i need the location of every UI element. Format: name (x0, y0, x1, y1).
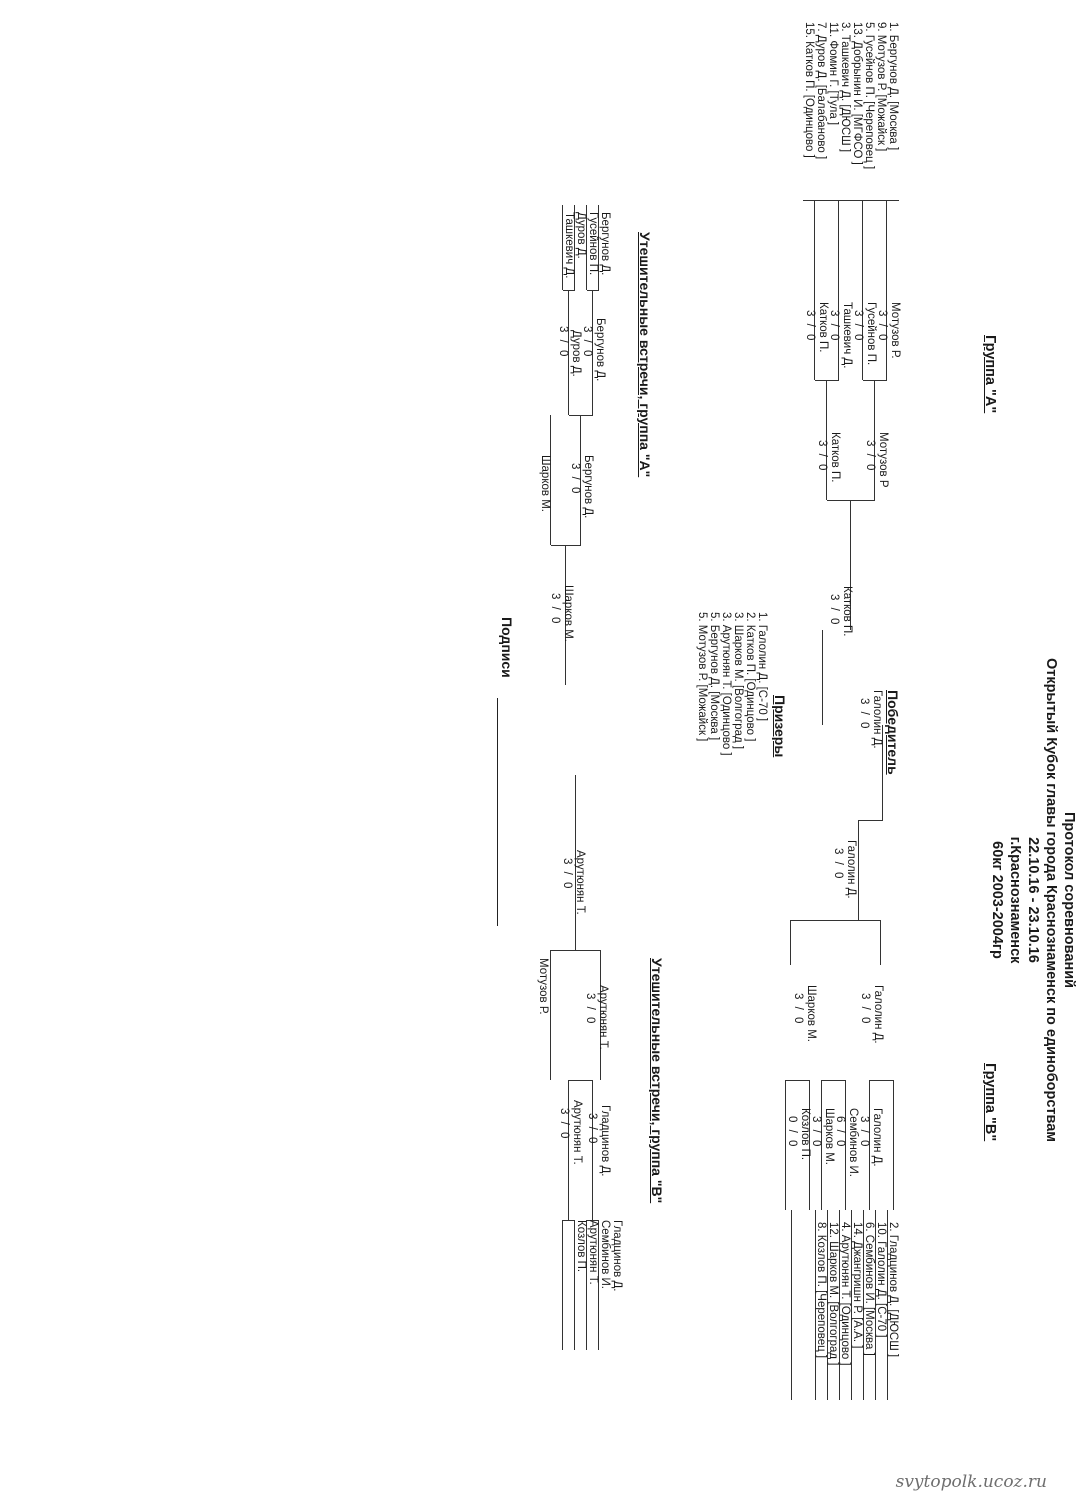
winner-name: Галолин Д. (871, 690, 883, 749)
group-b-r1-score: 0 / 0 (786, 1116, 798, 1149)
group-a-r1-score: 3 / 0 (852, 310, 864, 343)
group-a-entrant: 15. Катков П. [Одинцово ] (803, 22, 815, 158)
group-a-r1-score: 3 / 0 (828, 310, 840, 343)
repechage-b-final-winner: Арутюнян Т. (574, 850, 586, 915)
group-a-r2-winner: Катков П. (829, 432, 841, 483)
group-b-entrant: 12. Шарков М. [Волгоград ] (827, 1222, 839, 1366)
group-b-final-winner: Галолин Д. (845, 840, 857, 899)
group-b-final-score: 3 / 0 (832, 848, 844, 881)
prizes-title: Призеры (772, 695, 788, 758)
repechage-a-entrant: Ташкевич Д. (563, 212, 575, 279)
prize-item: 3. Арутюнян Т. [Одинцово ] (720, 612, 732, 756)
prize-item: 5. Бергунов Д. [Москва ] (708, 612, 720, 741)
group-a-final-score: 3 / 0 (828, 594, 840, 627)
prize-item: 1. Галолин Д. [С-70 ] (756, 612, 768, 722)
repechage-b-r1-winner: Арутюнян Т. (571, 1100, 583, 1165)
group-a-r1-winner: Мотузов Р. (889, 302, 901, 359)
group-a-entrant: 9. Мотузов Р. [Можайск ] (875, 22, 887, 152)
group-b-r1-winner: Галолин Д. (871, 1108, 883, 1167)
group-a-entrant: 3. Ташкевич Д. [ДЮСШ ] (839, 22, 851, 153)
group-a-final-winner: Катков П. (841, 586, 853, 637)
group-b-entrant: 6. Сембинов И. [Москва ] (863, 1222, 875, 1356)
group-b-r1-score: 3 / 0 (810, 1116, 822, 1149)
repechage-b-r2-winner: Арутюнян Т. (597, 985, 609, 1050)
group-b-r1-score: 6 / 0 (834, 1116, 846, 1149)
group-b-r1-winner: Шарков М. (823, 1108, 835, 1165)
group-b-r2-score: 3 / 0 (859, 993, 871, 1026)
repechage-a-entrant: Бергунов Д. (599, 212, 611, 276)
signatures-label: Подписи (499, 617, 515, 678)
group-b-r1-winner: Козлов П. (799, 1108, 811, 1161)
weight-category: 60кг 2003-2004гр (989, 841, 1005, 959)
group-b-entrant: 14. Джангришн Р. [А.А. ] (851, 1222, 863, 1349)
repechage-b-r1-winner: Гладцинов Д. (599, 1105, 611, 1177)
group-a-r2-score: 3 / 0 (816, 440, 828, 473)
group-b-entrant: 10. Галолин Д. [С-70 ] (875, 1222, 887, 1338)
repechage-b-entrant: Арутюнян Т. (587, 1220, 599, 1285)
competition-name: Открытый Кубок главы города Краснознаменск по единоборствам (1043, 657, 1059, 1143)
repechage-a-entrant: Дуров Д. (575, 212, 587, 259)
protocol-title: Протокол соревнований (1061, 811, 1077, 989)
group-b-r1-score: 3 / 0 (858, 1116, 870, 1149)
repechage-b-r2-score: 3 / 0 (584, 993, 596, 1026)
group-b-entrant: 4. Арутюнян Т. [Одинцово ] (839, 1222, 851, 1366)
repechage-a-r2-score: 3 / 0 (569, 463, 581, 496)
group-b-r1-winner: Сембинов И. (847, 1108, 859, 1177)
repechage-b-opponent: Мотузов Р. (537, 958, 549, 1015)
prize-item: 3. Шарков М. [Волгоград ] (732, 612, 744, 750)
repechage-a-r1-score: 3 / 0 (557, 326, 569, 359)
repechage-a-r1-score: 3 / 0 (581, 326, 593, 359)
group-a-entrant: 5. Гусейнов П. [Череповец ] (863, 22, 875, 170)
group-a-r1-score: 3 / 0 (876, 310, 888, 343)
repechage-a-opponent: Шарков М. (539, 455, 551, 512)
repechage-a-final-winner: Шарков М. (562, 585, 574, 642)
repechage-b-entrant: Сембинов И. (599, 1220, 611, 1289)
repechage-a-entrant: Гусейнов П. (587, 212, 599, 276)
signature-line (497, 698, 498, 926)
group-b-entrant: 2. Гладцинов Д. [ДЮСШ ] (887, 1222, 899, 1358)
group-a-entrant: 11. Фомин Г. [Тула ] (827, 22, 839, 126)
repechage-a-r1-winner: Бергунов Д. (594, 318, 606, 382)
competition-city: г.Краснознаменск (1007, 836, 1023, 964)
repechage-b-entrant: Гладцинов Д. (611, 1220, 623, 1292)
group-a-r2-score: 3 / 0 (864, 440, 876, 473)
repechage-b-r1-score: 3 / 0 (558, 1108, 570, 1141)
winner-score: 3 / 0 (858, 698, 870, 731)
repechage-b-title: Утешительные встречи, группа "В" (649, 958, 665, 1204)
prize-item: 5. Мотузов Р. [Можайск ] (696, 612, 708, 742)
repechage-a-title: Утешительные встречи, группа "А" (637, 232, 653, 478)
group-a-title: Группа "А" (982, 335, 998, 414)
competition-dates: 22.10.16 - 23.10.16 (1025, 837, 1041, 963)
prize-item: 2. Катков П. [Одинцово ] (744, 612, 756, 742)
repechage-b-entrant: Козлов П. (575, 1220, 587, 1273)
group-b-r2-winner: Галолин Д. (872, 985, 884, 1044)
repechage-a-r1-winner: Дуров Д. (570, 330, 582, 377)
group-b-r2-score: 3 / 0 (792, 993, 804, 1026)
group-a-r1-winner: Катков П. (817, 302, 829, 353)
group-a-r1-winner: Ташкевич Д. (841, 302, 853, 369)
group-a-entrant: 13. Добрынин И. [МГФСО ] (851, 22, 863, 165)
group-b-title: Группа "В" (982, 1063, 998, 1142)
group-a-r1-winner: Гусейнов П. (865, 302, 877, 366)
group-b-r2-winner: Шарков М. (805, 985, 817, 1042)
group-a-entrant: 1. Бергунов Д. [Москва ] (887, 22, 899, 151)
group-a-entrant: 7. Дуров Д. [Балабаново ] (815, 22, 827, 160)
group-b-entrant: 8. Козлов П. [Череповец ] (815, 1222, 827, 1359)
repechage-b-r1-score: 3 / 0 (586, 1113, 598, 1146)
repechage-a-r2-winner: Бергунов Д. (582, 455, 594, 519)
repechage-a-final-score: 3 / 0 (549, 593, 561, 626)
group-a-r2-winner: Мотузов Р (877, 432, 889, 488)
winner-title: Победитель (885, 690, 901, 775)
site-watermark: svytopolk.ucoz.ru (895, 1472, 1047, 1492)
group-a-r1-score: 3 / 0 (804, 310, 816, 343)
repechage-b-final-score: 3 / 0 (561, 858, 573, 891)
